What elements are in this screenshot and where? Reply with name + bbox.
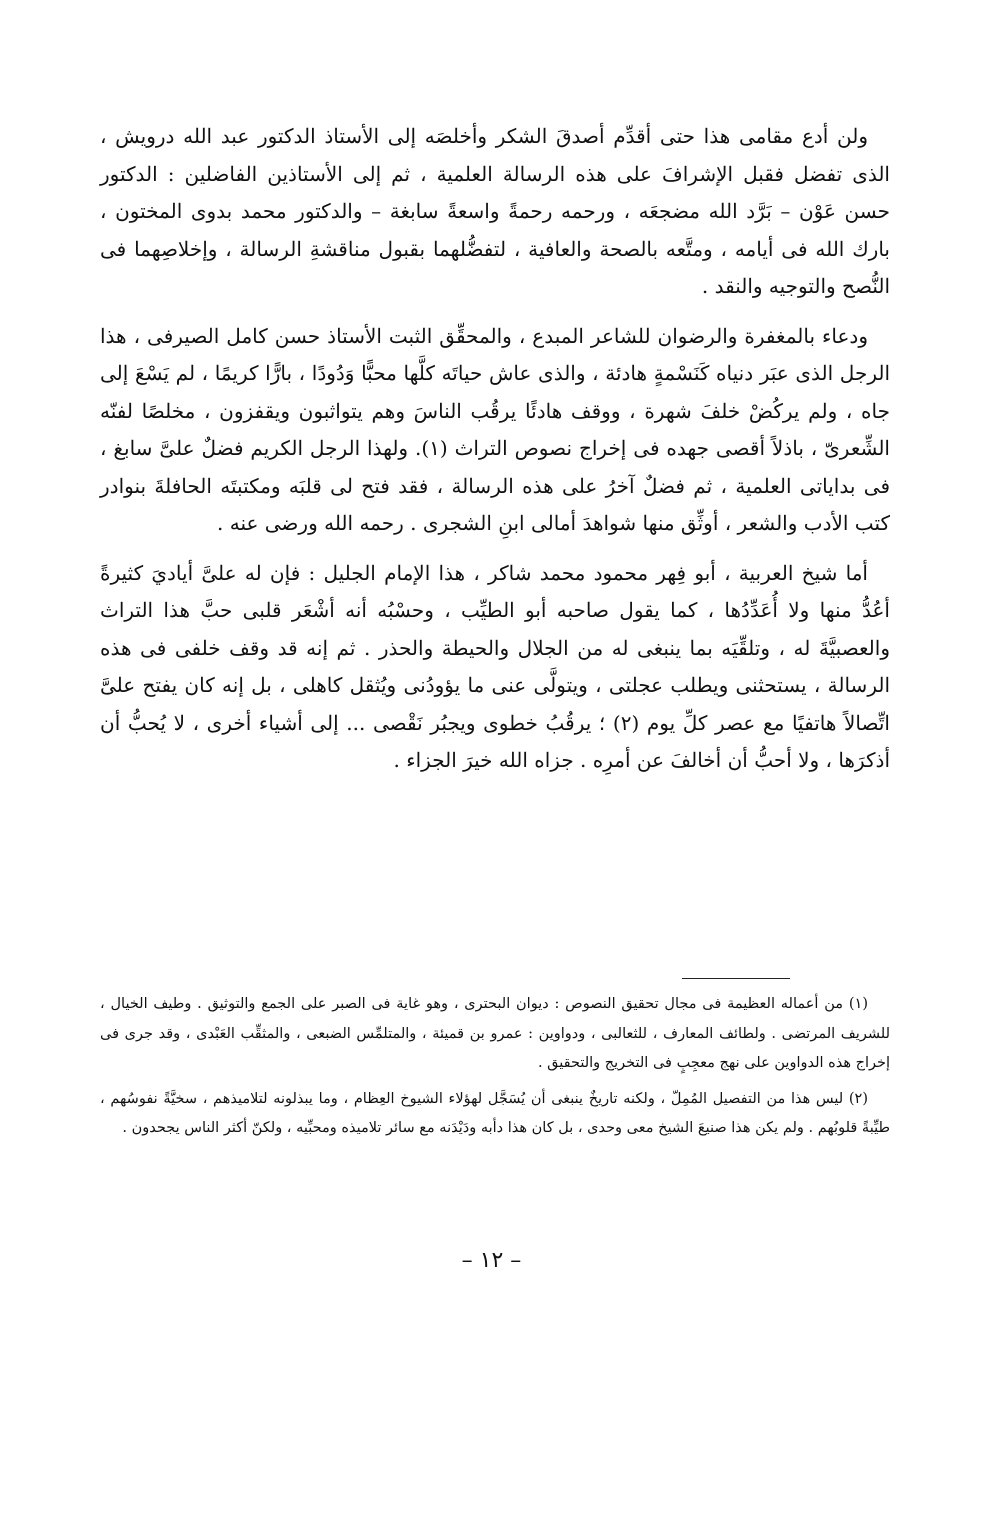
footnote-1: (١) من أعماله العظيمة فى مجال تحقيق النصوص : ديوان البحترى ، وهو غاية فى الصبر على الجمع والتوثيق . وطيف الخيال ، للشريف المرتضى . ولطائف المعارف ، للثعالبى ، ودواوين : عمرو بن قميئة ، والمتلمِّس الضبعى ، والمثقِّب العَبْدى ، وقد جرى فى إخراج هذه الدواوين على نهج معجِبٍ فى التخريج والتحقيق . (100, 996, 890, 1071)
footnote-2: (٢) ليس هذا من التفصيل المُمِلّ ، ولكنه تاريخٌ ينبغى أن يُسَجَّل لهؤلاء الشيوخ العِظام ، وما يبذلونه لتلاميذهم ، سخيَّةً نفوسُهم ، طيِّبةً قلوبُهم . ولم يكن هذا صنيعَ الشيخ معى وحدى ، بل كان هذا دأبه ودَيْدَنه مع سائر تلاميذه ومحبِّيه ، ولكنّ أكثر الناس يجحدون . (100, 1090, 890, 1136)
paragraph-hassan-kamel-sayrafi: ودعاء بالمغفرة والرضوان للشاعر المبدع ، والمحقِّق الثبت الأستاذ حسن كامل الصيرفى ، هذا الرجل الذى عبَر دنياه كَنَسْمةٍ هادئة ، والذى عاش حياتَه كلَّها محبًّا وَدُودًا ، بارًّا كريمًا ، لم يَسْعَ إلى جاه ، ولم يركُضْ خلفَ شهرة ، ووقف هادئًا يرقُب الناسَ وهم يتواثبون ويقفزون ، مخلصًا لفنّه الشِّعرىّ ، باذلاً أقصى جهده فى إخراج نصوص التراث (١). ولهذا الرجل الكريم فضلٌ علىَّ سابغ ، فى بداياتى العلمية ، ثم فضلٌ آخرُ على هذه الرسالة ، فقد فتح لى قلبَه ومكتبتَه الحافلةَ بنوادر كتب الأدب والشعر ، أوثِّق منها شواهدَ أمالى ابنِ الشجرى . رحمه الله ورضى عنه . (100, 323, 891, 535)
footnote-separator (682, 978, 790, 979)
paragraph-mahmoud-shaker: أما شيخ العربية ، أبو فِهر محمود محمد شاكر ، هذا الإمام الجليل : فإن له علىَّ أياديَ كثيرةً أعُدُّ منها ولا أُعَدِّدُها ، كما يقول صاحبه أبو الطيِّب ، وحسْبُه أنه أشْعَر قلبى حبَّ هذا التراث والعصبيَّةَ له ، وتلقِّيَه بما ينبغى له من الجلال والحيطة والحذر . ثم إنه قد وقف خلفى فى هذه الرسالة ، يستحثنى ويطلب عجلتى ، ويتولَّى عنى ما يؤودُنى ويُثقل كاهلى ، بل إنه كان يفتح علىَّ اتِّصالاً هاتفيًا مع عصر كلِّ يوم (٢) ؛ يرقُبُ خطوى ويجبُر نَقْصى ... إلى أشياء أخرى ، لا يُحبُّ أن أذكرَها ، ولا أحبُّ أن أخالفَ عن أمرِه . جزاه الله خيرَ الجزاء . (100, 560, 890, 772)
footnotes (100, 990, 890, 1150)
main-text (100, 118, 890, 792)
paragraph-acknowledgement-supervisors: ولن أدع مقامى هذا حتى أقدِّم أصدقَ الشكر وأخلصَه إلى الأستاذ الدكتور عبد الله درويش ، الذى تفضل فقبل الإشرافَ على هذه الرسالة العلمية ، ثم إلى الأستاذين الفاضلين : الدكتور حسن عَوْن – بَرَّد الله مضجعَه ، ورحمه رحمةً واسعةً سابغة – والدكتور محمد بدوى المختون ، بارك الله فى أيامه ، ومتَّعه بالصحة والعافية ، لتفضُّلهما بقبول مناقشةِ الرسالة ، وإخلاصِهما فى النُّصح والتوجيه والنقد . (100, 124, 890, 298)
page-number: – ١٢ – (461, 1248, 522, 1273)
